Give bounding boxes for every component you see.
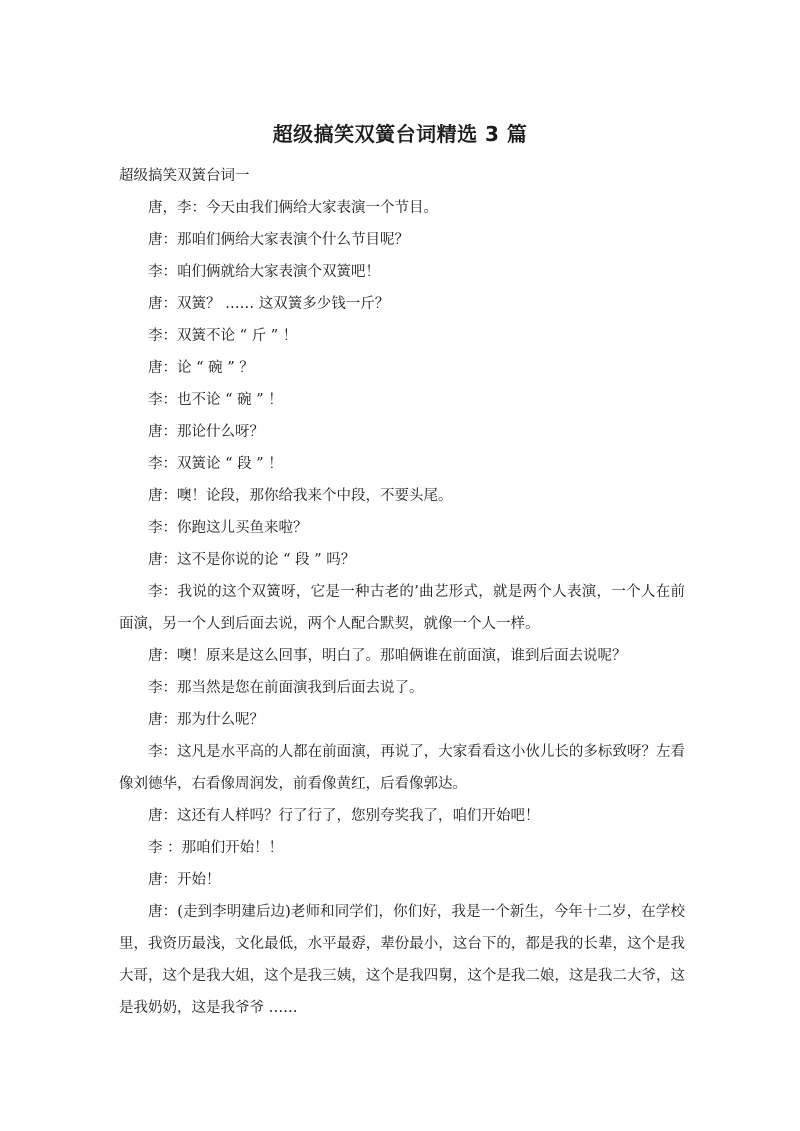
dialogue-paragraph: 唐：那论什么呀？ [148, 424, 264, 440]
dialogue-paragraph: 唐：(走到李明建后边)老师和同学们，你们好，我是一个新生，今年十二岁，在学校里，我资历最浅，文化最低，水平最孬，辈份最小，这台下的，都是我的长辈，这个是我大哥，这个是我大姐，这个是我三姨，这个是我四舅，这个是我二娘，这是我二大爷，这是我奶奶，这是我爷爷 …… [119, 904, 685, 1016]
dialogue-paragraph: 李：双簧不论 “ 斤 ” ！ [148, 328, 298, 344]
dialogue-paragraph: 李：你跑这儿买鱼来啦？ [148, 520, 308, 536]
dialogue-paragraph: 唐：论 “ 碗 ” ？ [148, 360, 254, 376]
dialogue-paragraph: 李：也不论 “ 碗 ” ！ [148, 392, 283, 408]
dialogue-paragraph: 唐：那咱们俩给大家表演个什么节目呢？ [148, 232, 409, 248]
dialogue-paragraph: 唐：开始！ [148, 872, 221, 888]
dialogue-paragraph: 唐：这还有人样吗？行了行了，您别夸奖我了，咱们开始吧！ [148, 808, 540, 824]
dialogue-paragraph: 唐：双簧？ …… 这双簧多少钱一斤？ [148, 296, 390, 312]
document-body [119, 160, 685, 1024]
dialogue-paragraph: 李：双簧论 “ 段 ” ！ [148, 456, 283, 472]
dialogue-paragraph: 李：我说的这个双簧呀，它是一种古老的’曲艺形式，就是两个人表演，一个人在前面演，另一个人到后面去说，两个人配合默契，就像一个人一样。 [119, 584, 685, 632]
dialogue-paragraph: 李 ：那咱们开始！！ [148, 840, 284, 856]
section-heading: 超级搞笑双簧台词一 [119, 168, 250, 184]
dialogue-paragraph: 李：这凡是水平高的人都在前面演，再说了，大家看看这小伙儿长的多标致呀？左看像刘德华，右看像周润发，前看像黄红，后看像郭达。 [119, 744, 685, 792]
dialogue-paragraph: 唐：噢！论段，那你给我来个中段，不要头尾。 [148, 488, 453, 504]
document-title: 超级搞笑双簧台词精选 3 篇 [272, 122, 528, 146]
dialogue-paragraph: 唐：这不是你说的论 “ 段 ” 吗？ [148, 552, 356, 568]
dialogue-paragraph: 唐：噢！原来是这么回事，明白了。那咱俩谁在前面演，谁到后面去说呢？ [148, 648, 627, 664]
dialogue-paragraph: 唐，李：今天由我们俩给大家表演一个节目。 [148, 200, 438, 216]
dialogue-paragraph: 李：咱们俩就给大家表演个双簧吧！ [148, 264, 380, 280]
dialogue-paragraph: 李：那当然是您在前面演我到后面去说了。 [148, 680, 424, 696]
dialogue-paragraph: 唐：那为什么呢？ [148, 712, 264, 728]
